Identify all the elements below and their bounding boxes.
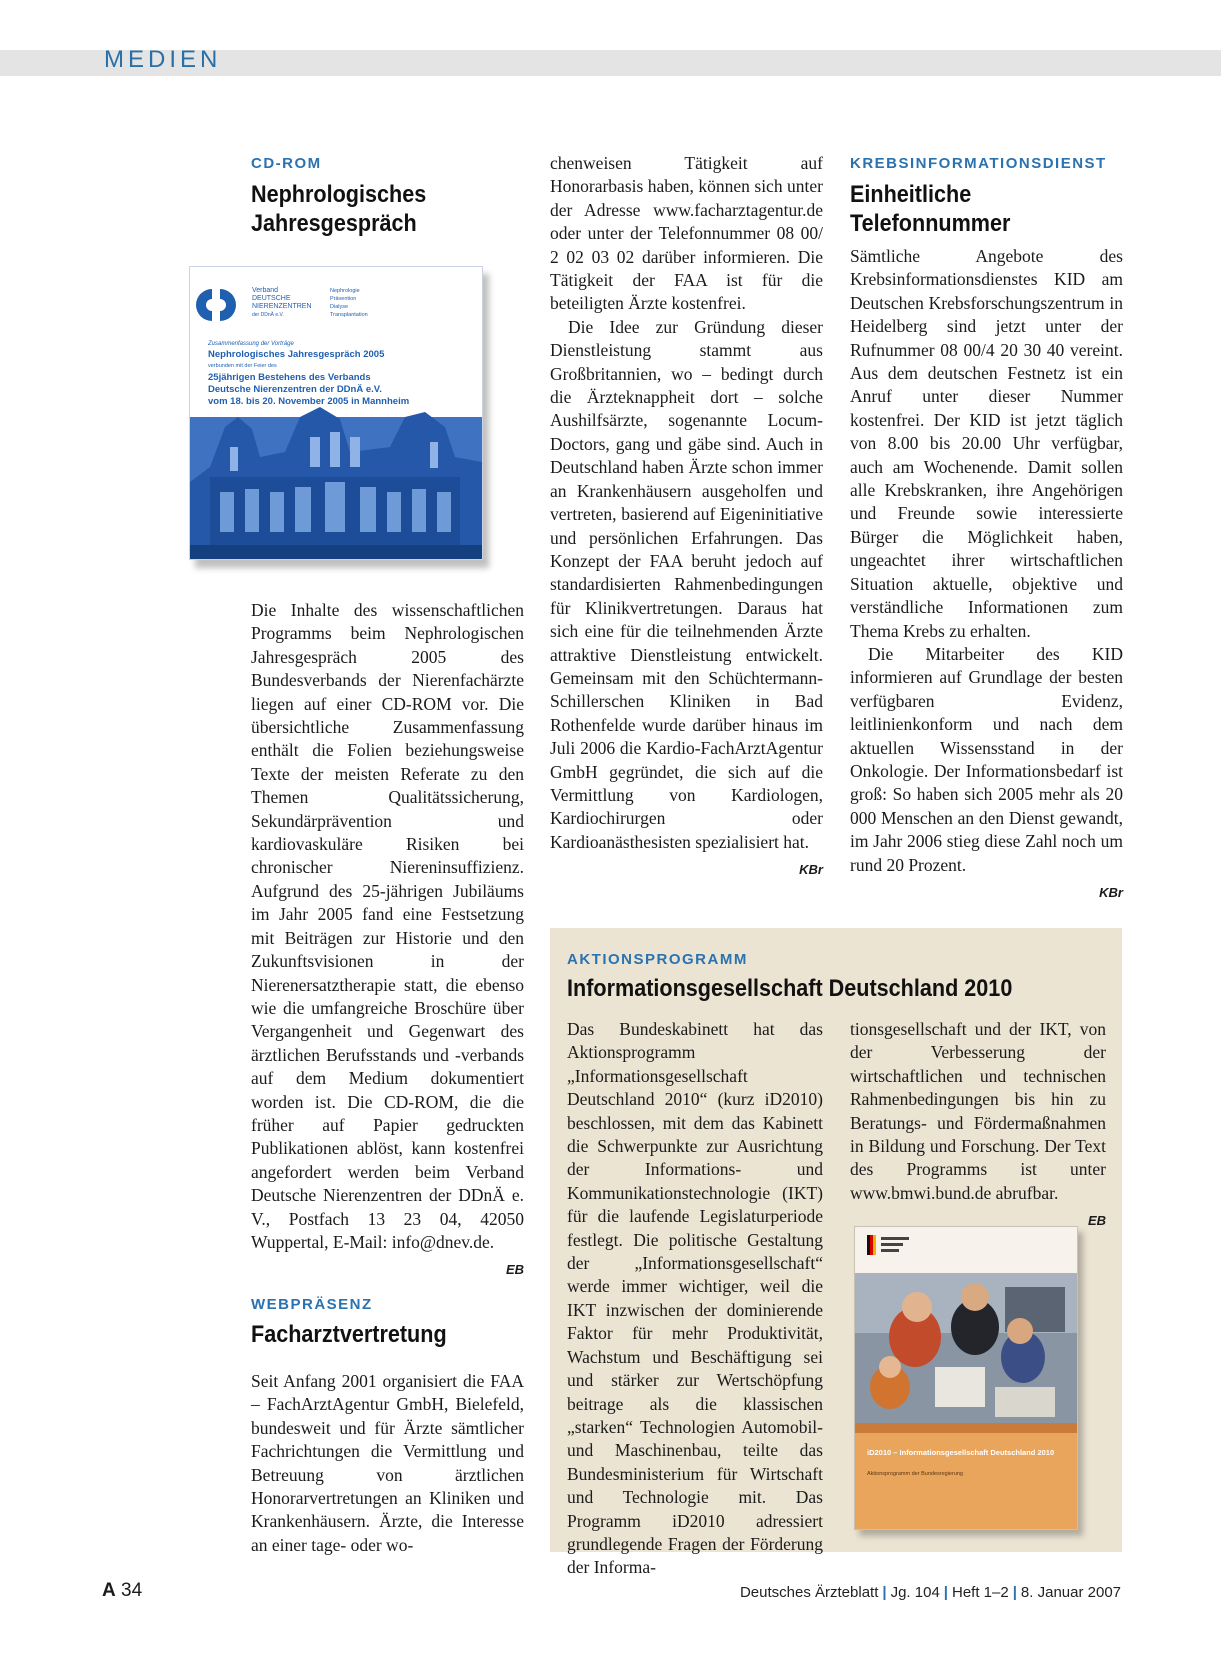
signature-kid: KBr <box>1099 884 1123 900</box>
brochure-graphic <box>855 1227 1077 1529</box>
cover-event-line3: vom 18. bis 20. November 2005 in Mannheim <box>208 396 410 407</box>
cover-org-line3: NIERENZENTREN <box>252 303 312 310</box>
cover-topic-3: Dialyse <box>330 304 349 310</box>
article-web-body-col2 <box>550 152 823 882</box>
headline-kid-line2: Telefonnummer <box>850 210 1011 237</box>
article-web-text-col1: Seit Anfang 2001 organisiert die FAA – FachArztAgentur GmbH, Bielefeld, bundesweit und für Ärzte sämtlicher Fachrichtungen die Vermittlung und Betreuung von ärztlichen Honorarvertretungen an Kliniken und Krankenhäusern. Ärzte, die Interesse an einer tage- oder wo- <box>251 1371 524 1555</box>
article-kid-body <box>850 245 1123 904</box>
kicker-kid: KREBSINFORMATIONSDIENST <box>850 155 1107 172</box>
headline-cdrom <box>251 180 426 238</box>
cover-small-line: Zusammenfassung der Vorträge <box>208 341 294 347</box>
signature-web: KBr <box>799 862 823 878</box>
headline-kid-line1: Einheitliche <box>850 181 972 208</box>
footer-date: 8. Januar 2007 <box>1020 1584 1121 1601</box>
article-aktion-body-col1 <box>567 1018 823 1580</box>
kicker-aktion: AKTIONSPROGRAMM <box>567 951 748 968</box>
cover-topic-2: Prävention <box>330 296 357 302</box>
cover-event-line1: 25jährigen Bestehens des Verbands <box>208 372 371 383</box>
article-aktion-text-col1: Das Bundeskabinett hat das Aktionsprogramm „Informationsgesellschaft Deutschland 2010“ (kurz iD2010) beschlossen, mit dem das Kabinett die Schwerpunkte zur Ausrichtung der Informations- und Kommunikationstechnologie (IKT) für die laufende Legislaturperiode festlegt. Die politische Gestaltung der „Informationsgesellschaft“ werde immer wichtiger, weil die IKT inzwischen der dominierende Faktor für mehr Produktivität, Wachstum und Beschäftigung sei und stärker zur Wertschöpfung beitrage als die klassischen „starken“ Technologien Automobil- und Maschinenbau, teilte das Bundesministerium für Wirtschaft und Technologie mit. Das Programm iD2010 adressiert grundlegende Fragen der Förderung der Informa- <box>567 1019 823 1578</box>
footer-issue: Heft 1–2 <box>952 1584 1009 1601</box>
headline-aktion: Informationsgesellschaft Deutschland 2010 <box>567 975 1013 1002</box>
footer-journal: Deutsches Ärzteblatt <box>739 1584 879 1601</box>
headline-cdrom-line1: Nephrologisches <box>251 181 427 208</box>
kicker-cdrom: CD-ROM <box>251 155 322 172</box>
signature-cdrom: EB <box>505 1262 524 1278</box>
article-cdrom-text: Die Inhalte des wissenschaftlichen Programms beim Nephrologischen Jahresgespräch 2005 des Bundesverbands der Nierenfachärzte liegen auf einer CD-ROM vor. Die übersichtliche Zusammenfassung enthält die Folien beziehungsweise Texte der meisten Referate zu den Themen Qualitätssicherung, Sekundärprävention und kardiovaskuläre Risiken bei chronischer Niereninsuffizienz. Aufgrund des 25-jährigen Jubiläums im Jahr 2005 fand eine Festsetzung mit Beiträgen zur Historie und den Zukunftsvisionen in der Nierenersatztherapie statt, die ebenso wie die umfangreiche Broschüre über Vergangenheit und Gegenwart des ärztlichen Berufsstands und -verbands auf dem Medium dokumentiert worden ist. Die CD-ROM, die die früher auf Papier gedruckten Publikationen ablöst, kann kostenfrei angefordert werden beim Verband Deutsche Nierenzentren der DDnÄ e. V., Postfach 13 23 04, 42050 Wuppertal, E-Mail: info@dnev.de. <box>251 600 524 1252</box>
cover-topic-4: Transplantation <box>330 312 368 318</box>
cover-org-line4: der DDnÄ e.V. <box>252 312 284 318</box>
article-kid-text-p1: Sämtliche Angebote des Krebsinformationsdienstes KID am Deutschen Krebsforschungszentrum in Heidelberg sind jetzt unter der Rufnummer 08 00/4 20 30 40 vereint. Aus dem deutschen Festnetz ist ein Anruf unter dieser Nummer kostenfrei. Der KID ist jetzt täglich von 8.00 bis 20.00 Uhr verfügbar, auch am Wochenende. Damit sollen alle Krebskranken, ihre Angehörigen und Freunde sowie interessierte Bürger die Möglichkeit haben, ungeachtet ihrer wirtschaftlichen Situation aktuelle, objektive und verständliche Informationen zum Thema Krebs zu erhalten. <box>850 246 1123 641</box>
article-web-text-p1: chenweisen Tätigkeit auf Honorarbasis haben, können sich unter der Adresse www.facharztagentur.de oder unter der Telefonnummer 08 00/ 2 02 03 02 darüber informieren. Die Tätigkeit der FAA ist für die beteiligten Ärzte kostenfrei. <box>550 153 823 314</box>
building-photo <box>190 407 482 559</box>
cdrom-cover-image <box>189 266 483 560</box>
headline-cdrom-line2: Jahresgespräch <box>251 210 417 237</box>
page-prefix: A <box>102 1580 116 1601</box>
article-kid-text-p2: Die Mitarbeiter des KID informieren auf Grundlage der besten verfügbaren Evidenz, leitlinienkonform und nach dem aktuellen Wissensstand in der Onkologie. Der Informationsbedarf ist groß: So haben sich 2005 mehr als 20 000 Menschen an den Dienst gewandt, im Jahr 2006 stieg diese Zahl noch um rund 20 Prozent. <box>850 643 1123 875</box>
headline-kid <box>850 180 1010 238</box>
cover-graphic <box>190 267 482 559</box>
brochure-subtitle: Aktionsprogramm der Bundesregierung <box>867 1471 963 1477</box>
article-web-body-col1 <box>251 1370 524 1557</box>
article-web-text-p2: Die Idee zur Gründung dieser Dienstleistung stammt aus Großbritannien, wo – bedingt durch die Ärzteknappheit dort – solche Aushilfsärzte, sogenannte Locum-Doctors, gang und gäbe sind. Auch in Deutschland haben Ärzte schon immer an Krankenhäusern ausgeholfen und vertreten, basierend auf Eigeninitiative und persönlichen Erfahrungen. Das Konzept der FAA beruht jedoch auf standardisierten Rahmenbedingungen für Klinikvertretungen. Daraus hat sich eine für die teilnehmenden Ärzte attraktive Dienstleistung entwickelt. Gemeinsam mit den Schüchtermann-Schillerschen Kliniken in Bad Rothenfelde wurde darüber hinaus im Juli 2006 die Kardio-FachArztAgentur GmbH gegründet, die sich auf die Vermittlung von Kardiologen, Kardiochirurgen oder Kardioanästhesisten spezialisiert hat. <box>550 316 823 852</box>
cover-topic-1: Nephrologie <box>330 288 360 294</box>
footer-volume: Jg. 104 <box>890 1584 940 1601</box>
brochure-title: iD2010 – Informationsgesellschaft Deutschland 2010 <box>867 1448 1055 1457</box>
headline-web: Facharztvertretung <box>251 1321 447 1348</box>
cover-small-line2: verbunden mit der Feier des <box>208 363 277 369</box>
cover-org-line2: DEUTSCHE <box>252 295 291 302</box>
cover-event-line2: Deutsche Nierenzentren der DDnÄ e.V. <box>208 384 382 395</box>
cover-org-line1: Verband <box>252 287 279 294</box>
classroom-photo <box>855 1273 1077 1423</box>
article-aktion-body-col2 <box>850 1018 1106 1233</box>
brochure-cover-image <box>854 1226 1078 1530</box>
page-number-value: 34 <box>121 1580 143 1601</box>
article-aktion-text-col2: tionsgesellschaft und der IKT, von der Verbesserung der wirtschaftlichen und technischen Rahmenbedingungen bis hin zu Beratungs- und Fördermaßnahmen in Bildung und Forschung. Der Text des Programms ist unter www.bmwi.bund.de abrufbar. <box>850 1019 1106 1203</box>
page-number <box>102 1580 142 1602</box>
signature-aktion: EB <box>1087 1213 1106 1229</box>
footer-citation: Deutsches Ärzteblatt | Jg. 104 | Heft 1–2 | 8. Januar 2007 <box>739 1584 1121 1601</box>
cover-title: Nephrologisches Jahresgespräch 2005 <box>208 349 385 360</box>
kicker-web: WEBPRÄSENZ <box>251 1296 373 1313</box>
article-cdrom-body <box>251 599 524 1282</box>
section-label: MEDIEN <box>104 46 222 73</box>
